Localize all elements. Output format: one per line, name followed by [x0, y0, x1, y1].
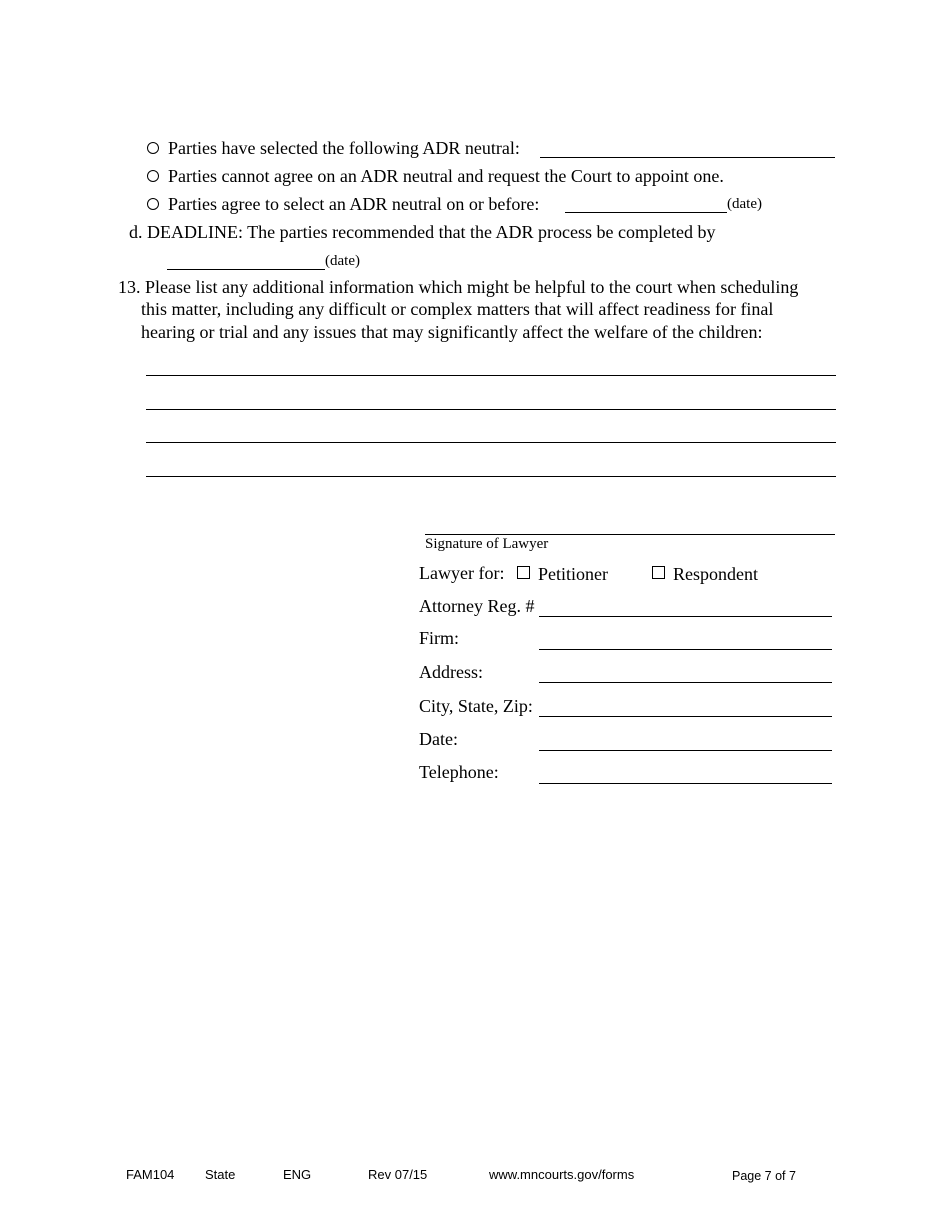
footer-page-number: Page 7 of 7 [732, 1169, 796, 1183]
footer-revision: Rev 07/15 [368, 1167, 428, 1182]
address-label: Address: [419, 662, 483, 682]
option-agree-before-label: Parties agree to select an ADR neutral on or before: [168, 194, 540, 214]
firm-label: Firm: [419, 628, 460, 648]
petitioner-checkbox[interactable] [517, 566, 530, 579]
address-field[interactable] [539, 682, 832, 683]
attorney-reg-label: Attorney Reg. # [419, 596, 535, 616]
firm-field[interactable] [539, 649, 832, 650]
deadline-date-hint: (date) [325, 253, 360, 269]
footer-form-code: FAM104 [126, 1167, 175, 1182]
footer-website: www.mncourts.gov/forms [489, 1167, 635, 1182]
footer-jurisdiction: State [205, 1167, 236, 1182]
telephone-field[interactable] [539, 783, 832, 784]
respondent-label: Respondent [673, 564, 758, 584]
item13-line2: this matter, including any difficult or complex matters that will affect readiness for final [141, 299, 774, 319]
deadline-text: d. DEADLINE: The parties recommended that the ADR process be completed by [129, 222, 716, 242]
petitioner-label: Petitioner [538, 564, 608, 584]
date-field[interactable] [539, 750, 832, 751]
item13-line1: 13. Please list any additional information which might be helpful to the court when scheduling [118, 277, 799, 297]
deadline-date-field[interactable] [167, 269, 325, 270]
agree-before-date-field[interactable] [565, 212, 727, 213]
additional-info-line-1[interactable] [146, 375, 836, 376]
date-label: Date: [419, 729, 458, 749]
signature-label: Signature of Lawyer [425, 536, 549, 552]
city-state-zip-label: City, State, Zip: [419, 696, 533, 716]
radio-selected-neutral[interactable] [147, 142, 159, 154]
adr-neutral-name-field[interactable] [540, 157, 835, 158]
additional-info-line-2[interactable] [146, 409, 836, 410]
item13-line3: hearing or trial and any issues that may significantly affect the welfare of the children: [141, 322, 763, 342]
option-selected-neutral-label: Parties have selected the following ADR neutral: [168, 138, 520, 158]
radio-cannot-agree[interactable] [147, 170, 159, 182]
footer-language: ENG [283, 1167, 312, 1182]
option-cannot-agree-label: Parties cannot agree on an ADR neutral and request the Court to appoint one. [168, 166, 724, 186]
city-state-zip-field[interactable] [539, 716, 832, 717]
additional-info-line-3[interactable] [146, 442, 836, 443]
lawyer-for-label: Lawyer for: [419, 563, 505, 583]
respondent-checkbox[interactable] [652, 566, 665, 579]
telephone-label: Telephone: [419, 762, 499, 782]
agree-before-date-hint: (date) [727, 196, 762, 212]
additional-info-line-4[interactable] [146, 476, 836, 477]
attorney-reg-field[interactable] [539, 616, 832, 617]
radio-agree-before[interactable] [147, 198, 159, 210]
